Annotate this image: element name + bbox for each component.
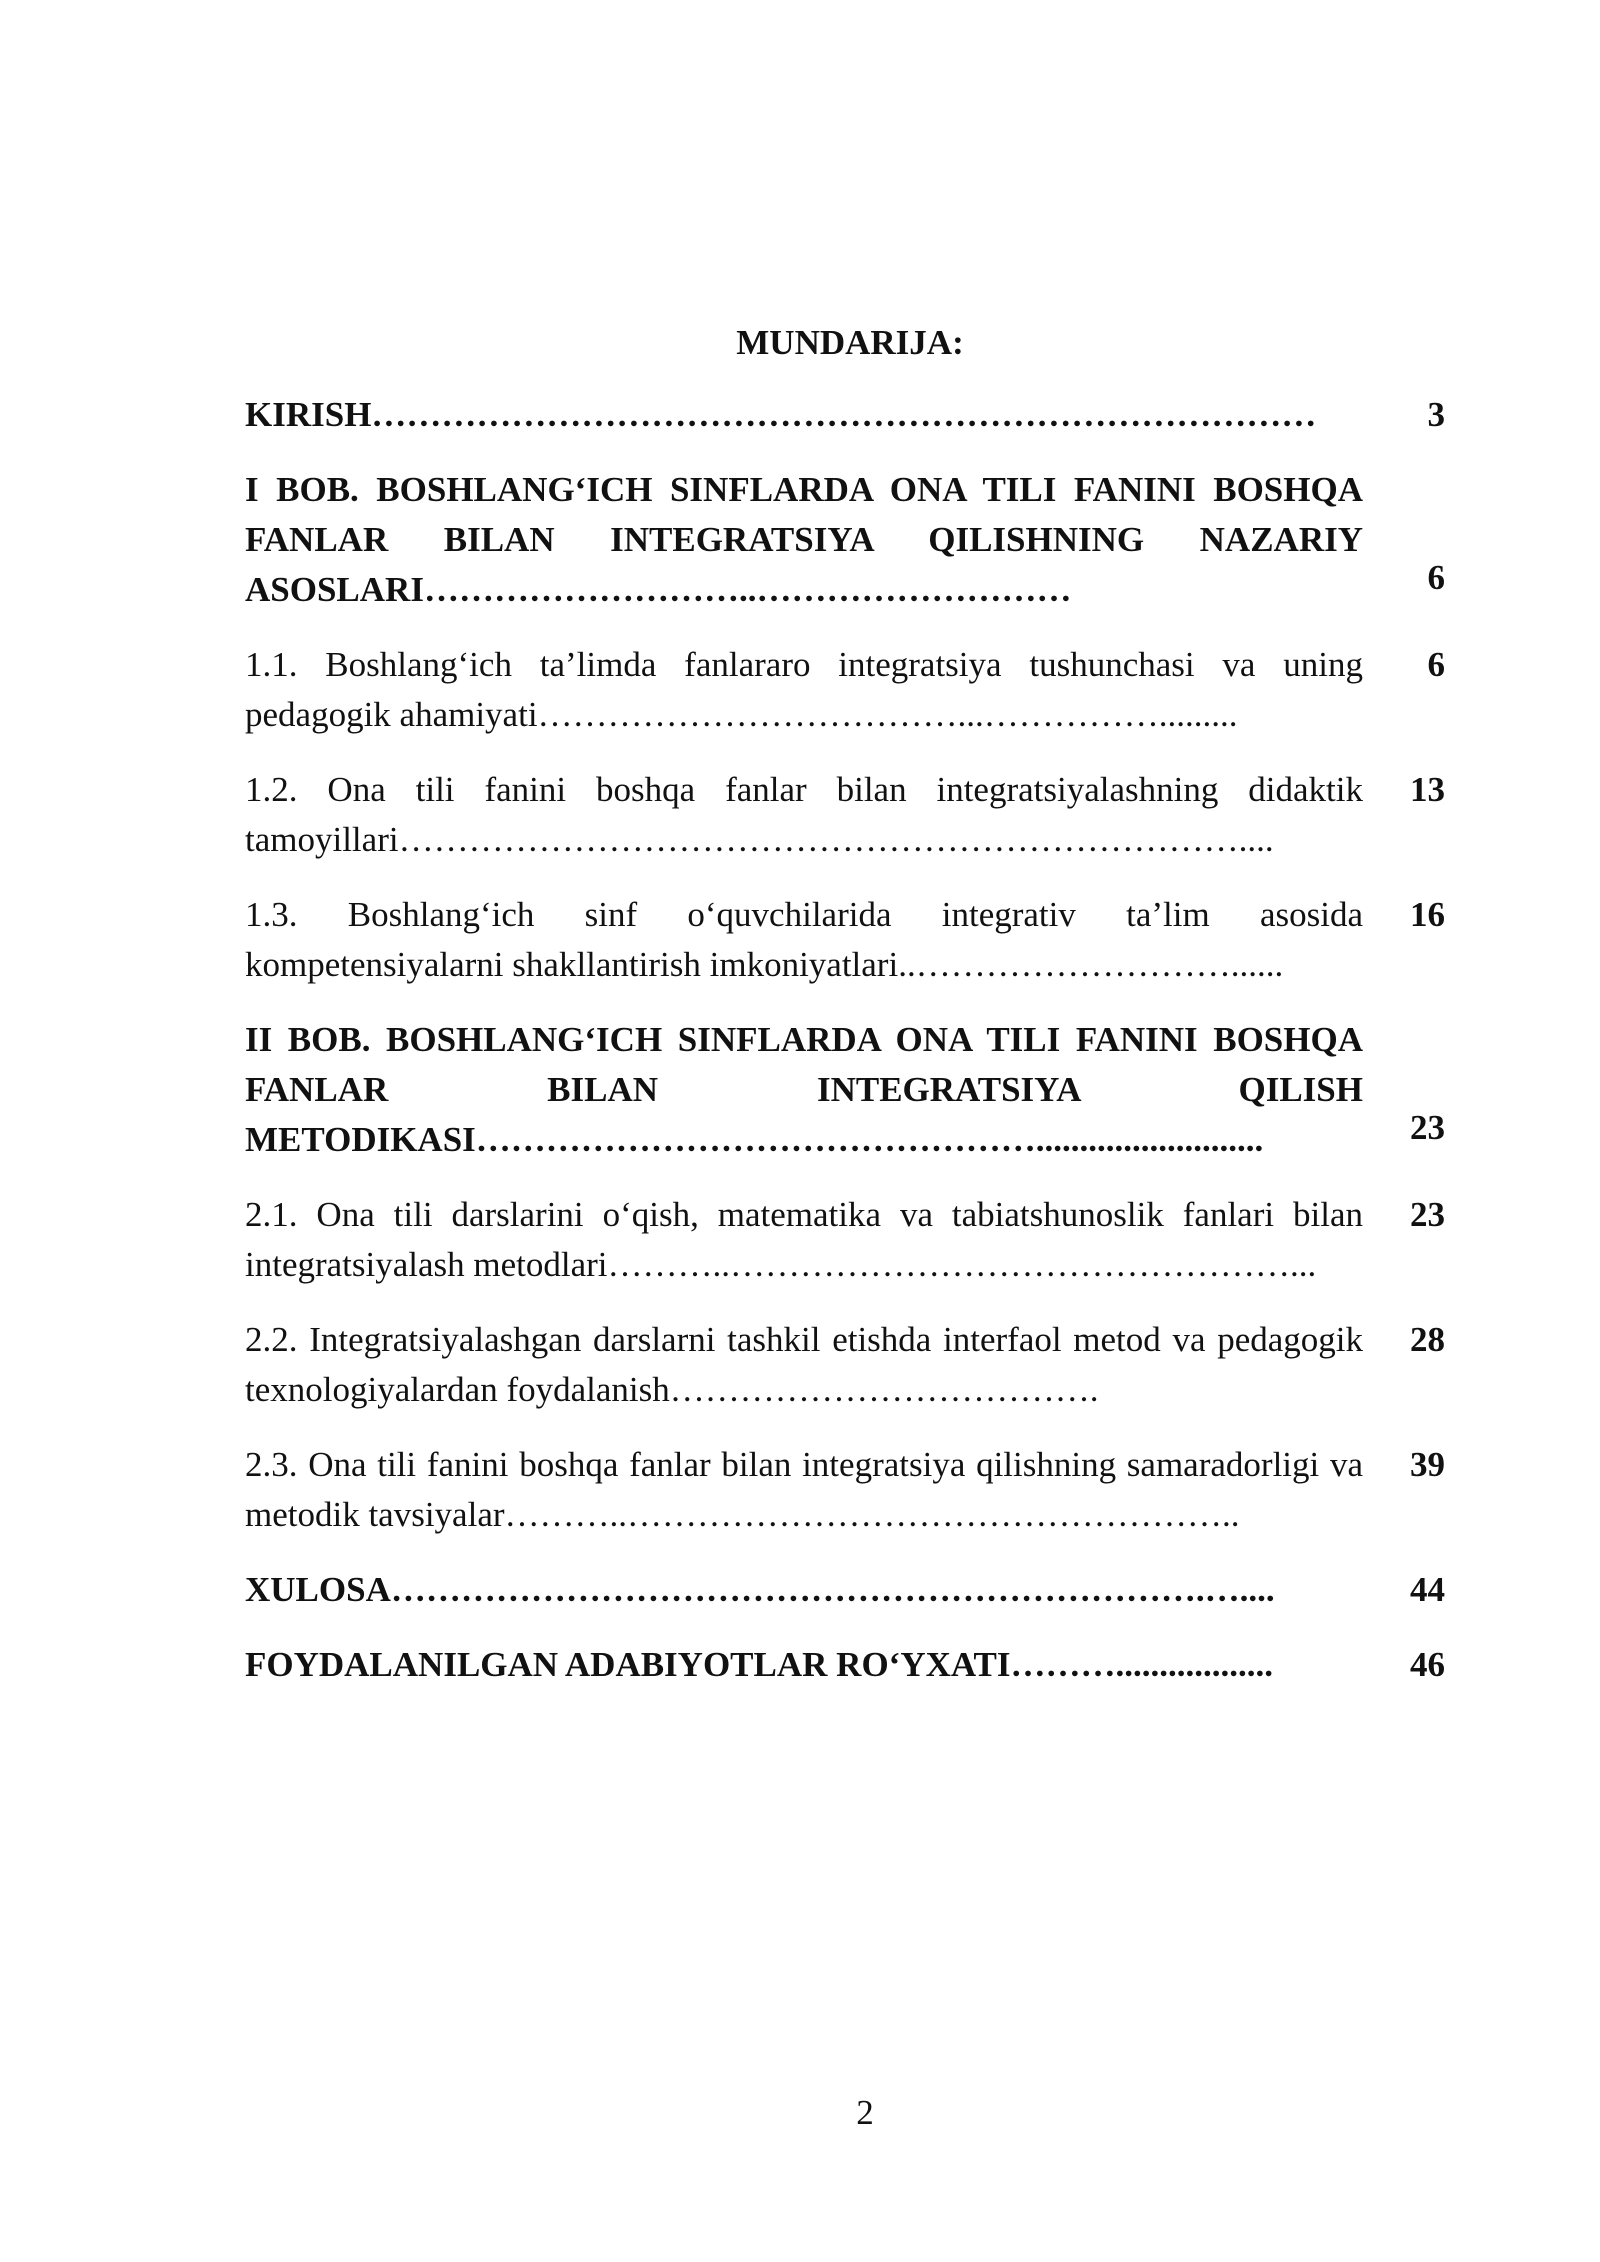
toc-entry-section-1-2 <box>245 765 1455 865</box>
toc-entry-section-1-1 <box>245 640 1455 740</box>
toc-entry-title: II BOB. BOSHLANG‘ICH SINFLARDA ONA TILI FANINI BOSHQA FANLAR BILAN INTEGRATSIYA QILISH METODIKASI………………………………………….......................... <box>245 1020 1363 1159</box>
toc-entry-section-2-2 <box>245 1315 1455 1415</box>
toc-entry-title: I BOB. BOSHLANG‘ICH SINFLARDA ONA TILI FANINI BOSHQA FANLAR BILAN INTEGRATSIYA QILISHNING NAZARIY ASOSLARI………………………..……………………… <box>245 470 1363 609</box>
toc-entry-title: 2.1. Ona tili darslarini o‘qish, matematika va tabiatshunoslik fanlari bilan integratsiyalash metodlari………..…………………………………………... <box>245 1195 1363 1284</box>
toc-entry-page: 23 <box>1410 1195 1445 1234</box>
toc-list <box>245 390 1455 1715</box>
toc-heading: MUNDARIJA: <box>736 323 964 362</box>
toc-entry-kirish <box>245 390 1455 440</box>
toc-entry-page: 44 <box>1410 1570 1445 1609</box>
toc-entry-chapter-2 <box>245 1015 1455 1165</box>
toc-entry-page: 6 <box>1427 645 1445 684</box>
toc-entry-page: 3 <box>1427 395 1445 434</box>
toc-entry-page: 6 <box>1427 558 1445 597</box>
toc-entry-section-2-3 <box>245 1440 1455 1540</box>
toc-entry-xulosa <box>245 1565 1455 1615</box>
toc-entry-page: 39 <box>1410 1445 1445 1484</box>
toc-entry-references <box>245 1640 1455 1690</box>
toc-entry-page: 46 <box>1410 1645 1445 1684</box>
toc-entry-title: XULOSA…………………………………………………………….….... <box>245 1570 1275 1609</box>
page-number: 2 <box>856 2093 874 2132</box>
toc-entry-title: FOYDALANILGAN ADABIYOTLAR RO‘YXATI……….................. <box>245 1645 1274 1684</box>
toc-entry-title: 1.1. Boshlang‘ich ta’limda fanlararo integratsiya tushunchasi va uning pedagogik ahamiyati………………………………...……………......... <box>245 645 1363 734</box>
toc-entry-page: 16 <box>1410 895 1445 934</box>
toc-entry-section-2-1 <box>245 1190 1455 1290</box>
toc-entry-title: 2.2. Integratsiyalashgan darslarni tashkil etishda interfaol metod va pedagogik texnologiyalardan foydalanish………………………………. <box>245 1320 1363 1409</box>
toc-entry-section-1-3 <box>245 890 1455 990</box>
toc-entry-title: 1.2. Ona tili fanini boshqa fanlar bilan integratsiyalashning didaktik tamoyillari……………………………………………………………….... <box>245 770 1363 859</box>
toc-entry-title: 1.3. Boshlang‘ich sinf o‘quvchilarida integrativ ta’lim asosida kompetensiyalarni shakllantirish imkoniyatlari..………………………...... <box>245 895 1363 984</box>
toc-entry-page: 13 <box>1410 770 1445 809</box>
toc-entry-page: 23 <box>1410 1108 1445 1147</box>
toc-entry-chapter-1 <box>245 465 1455 615</box>
toc-entry-page: 28 <box>1410 1320 1445 1359</box>
toc-entry-title: 2.3. Ona tili fanini boshqa fanlar bilan integratsiya qilishning samaradorligi va metodik tavsiyalar………..…………………………………………….. <box>245 1445 1363 1534</box>
toc-entry-title: KIRISH……………………………………………………………………… <box>245 395 1317 434</box>
